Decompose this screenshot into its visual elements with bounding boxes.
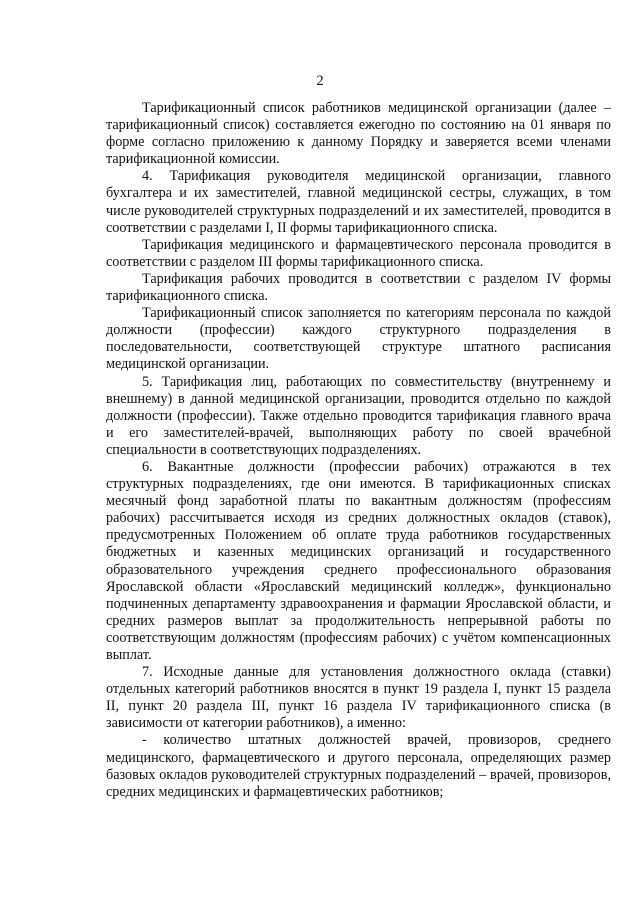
- paragraph-medical-staff-tariff: Тарификация медицинского и фармацевтического персонала проводится в соответствии с разделом III формы тарификационного списка.: [106, 236, 611, 270]
- paragraph-item-6: 6. Вакантные должности (профессии рабочих) отражаются в тех структурных подразделениях, где они имеются. В тарификационных списках месячный фонд заработной платы по вакантным должностям (профессиям рабочих) рассчитывается исходя из средних должностных окладов (ставок), предусмотренных Положением об оплате труда работников государственных бюджетных и казенных медицинских организаций и государственного образовательного учреждения среднего профессионального образования Ярославской области «Ярославский медицинский колледж», функционально подчиненных департаменту здравоохранения и фармации Ярославской области, и средних размеров выплат за продолжительность непрерывной работы по соответствующим должностям (профессиям рабочих) с учётом компенсационных выплат.: [106, 458, 611, 663]
- paragraph-item-7: 7. Исходные данные для установления должностного оклада (ставки) отдельных категорий работников вносятся в пункт 19 раздела I, пункт 15 раздела II, пункт 20 раздела III, пункт 16 раздела IV тарификационного списка (в зависимости от категории работников), а именно:: [106, 664, 611, 732]
- paragraph-list-filling: Тарификационный список заполняется по категориям персонала по каждой должности (профессии) каждого структурного подразделения в последовательности, соответствующей структуре штатного расписания медицинской организации.: [106, 305, 611, 373]
- paragraph-workers-tariff: Тарификация рабочих проводится в соответствии с разделом IV формы тарификационного списка.: [106, 270, 611, 305]
- paragraph-item-4: 4. Тарификация руководителя медицинской организации, главного бухгалтера и их заместителей, главной медицинской сестры, служащих, в том числе руководителей структурных подразделений и их заместителей, проводится в соответствии с разделами I, II формы тарификационного списка.: [106, 168, 611, 236]
- document-body: [106, 100, 611, 801]
- paragraph-list-dash-item: - количество штатных должностей врачей, провизоров, среднего медицинского, фармацевтического и другого персонала, определяющих размер базовых окладов руководителей структурных подразделений – врачей, провизоров, средних медицинских и фармацевтических работников;: [106, 732, 611, 800]
- page-number: 2: [316, 73, 324, 89]
- paragraph-tariff-list-intro: Тарификационный список работников медицинской организации (далее – тарификационный список) составляется ежегодно по состоянию на 01 января по форме согласно приложению к данному Порядку и заверяется всеми членами тарификационной комиссии.: [106, 100, 611, 168]
- paragraph-item-5: 5. Тарификация лиц, работающих по совместительству (внутреннему и внешнему) в данной медицинской организации, проводится отдельно по каждой должности (профессии). Также отдельно проводится тарификация главного врача и его заместителей-врачей, выполняющих работу по своей врачебной специальности в соответствующих подразделениях.: [106, 373, 611, 458]
